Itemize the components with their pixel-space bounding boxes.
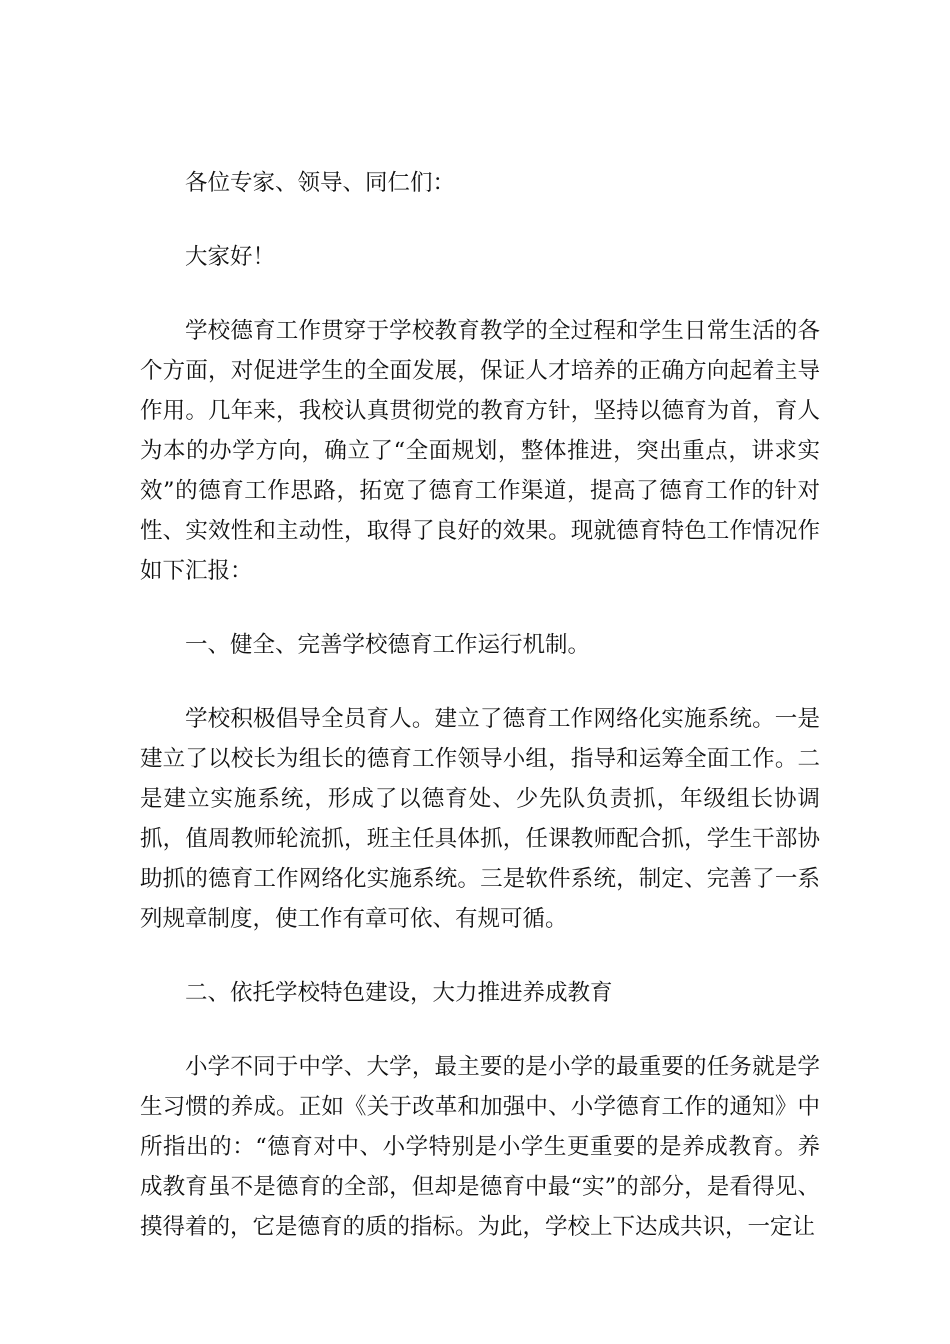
section-2-paragraph: 小学不同于中学、大学，最主要的是小学的最重要的任务就是学生习惯的养成。正如《关于改革和加强中、小学德育工作的通知》中所指出的：“德育对中、小学特别是小学生更重要的是养成教育。养成教育虽不是德育的全部，但却是德育中最“实”的部分，是看得见、摸得着的，它是德育的质的指标。为此，学校上下达成共识，一定让	[140, 1054, 820, 1240]
section-1-paragraph: 学校积极倡导全员育人。建立了德育工作网络化实施系统。一是建立了以校长为组长的德育工作领导小组，指导和运筹全面工作。二是建立实施系统，形成了以德育处、少先队负责抓，年级组长协调抓，值周教师轮流抓，班主任具体抓，任课教师配合抓，学生干部协助抓的德育工作网络化实施系统。三是软件系统，制定、完善了一系列规章制度，使工作有章可依、有规可循。	[140, 706, 820, 932]
salutation: 各位专家、领导、同仁们：	[185, 170, 456, 196]
intro-paragraph: 学校德育工作贯穿于学校教育教学的全过程和学生日常生活的各个方面，对促进学生的全面发展，保证人才培养的正确方向起着主导作用。几年来，我校认真贯彻党的教育方针，坚持以德育为首，育人为本的办学方向，确立了“全面规划，整体推进，突出重点，讲求实效”的德育工作思路，拓宽了德育工作渠道，提高了德育工作的针对性、实效性和主动性，取得了良好的效果。现就德育特色工作情况作如下汇报：	[140, 318, 820, 584]
greeting: 大家好！	[185, 244, 276, 270]
section-heading-2: 二、依托学校特色建设，大力推进养成教育	[185, 980, 613, 1006]
section-heading-1: 一、健全、完善学校德育工作运行机制。	[185, 632, 591, 658]
document-body	[140, 163, 820, 1281]
